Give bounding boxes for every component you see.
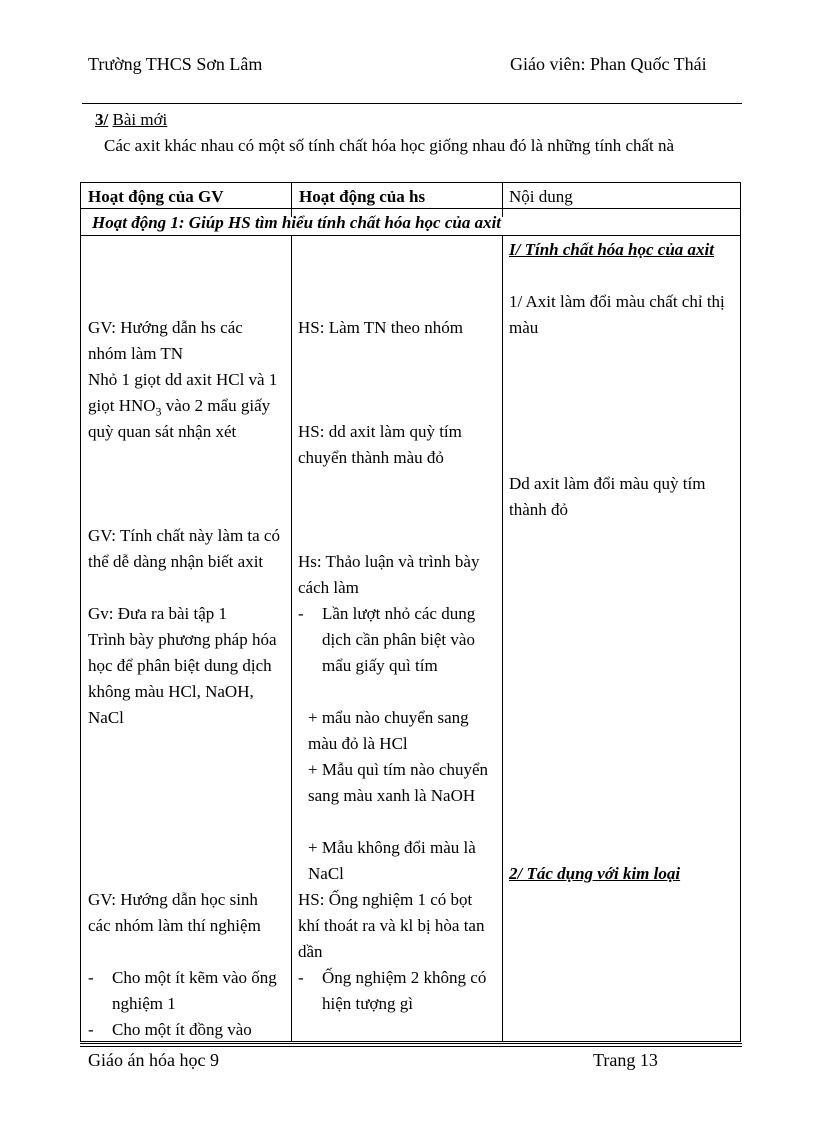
gv-note: GV: Tính chất này làm ta có thể dễ dàng nhận biết axit (88, 526, 280, 571)
section-heading (95, 110, 167, 130)
content-point-3: 2/ Tác dụng với kim loại (509, 864, 681, 883)
footer-divider-2 (80, 1046, 742, 1047)
hno3-subscript: 3 (155, 404, 162, 419)
content-point-1: 1/ Axit làm đổi màu chất chỉ thị màu (509, 292, 725, 337)
hs-response-1: HS: Làm TN theo nhóm (298, 318, 463, 337)
hs-step-list (298, 601, 498, 679)
footer-divider-1 (80, 1043, 742, 1044)
gv-step-1 (88, 965, 284, 1017)
section-number: 3/ (95, 110, 109, 129)
hs-step-text: Lần lượt nhỏ các dung dịch cần phân biệt vào mẩu giấy quì tím (322, 604, 476, 675)
gv-instruction-2-post: vào 2 mẩu giấy quỳ quan sát nhận xét (88, 396, 271, 441)
header-hs: Hoạt động của hs (299, 187, 426, 206)
gv-exercise-question: Trình bày phương pháp hóa học để phân biệt dung dịch không màu HCl, NaOH, NaCl (88, 630, 277, 727)
section-title: Bài mới (112, 110, 168, 129)
column-divider-1-body (291, 235, 292, 1041)
footer-subject: Giáo án hóa học 9 (88, 1050, 219, 1070)
dash: - (298, 604, 304, 623)
activity-title: Hoạt động 1: Giúp HS tìm hiểu tính chất hóa học của axit (92, 213, 502, 232)
teacher-name: Giáo viên: Phan Quốc Thái (510, 54, 707, 74)
dash: - (88, 968, 94, 987)
content-point-2: Dd axit làm đổi màu quỳ tím thành đỏ (509, 474, 706, 519)
header-content: Nội dung (509, 187, 573, 206)
content-heading: I/ Tính chất hóa học của axit (509, 240, 714, 259)
header-divider (82, 103, 742, 104)
hs-discussion: Hs: Thảo luận và trình bày cách làm (298, 552, 480, 597)
hs-observation-2 (298, 965, 498, 1017)
hs-observation-1: HS: Ống nghiệm 1 có bọt khí thoát ra và kl bị hòa tan dần (298, 890, 485, 961)
hs-observation-2-text: Ống nghiệm 2 không có hiện tượng gì (322, 968, 487, 1013)
column-divider-2-body (502, 235, 503, 1041)
column-divider-2 (502, 183, 503, 217)
gv-step-1-text: Cho một ít kẽm vào ống nghiệm 1 (112, 968, 277, 1013)
gv-instruction-2-pre: Nhỏ 1 giọt dd axit HCl và 1 giọt HNO (88, 370, 278, 415)
hs-result-naoh: + Mẫu quì tím nào chuyển sang màu xanh là NaOH (308, 760, 489, 805)
gv-instruction-2 (88, 367, 284, 445)
gv-step-2-text: Cho một ít đồng vào (112, 1020, 252, 1039)
gv-experiment-guide: GV: Hướng dẫn học sinh các nhóm làm thí nghiệm (88, 890, 261, 935)
school-name: Trường THCS Sơn Lâm (88, 54, 263, 74)
dash: - (88, 1020, 94, 1039)
gv-step-2 (88, 1017, 284, 1043)
gv-instruction-1: GV: Hướng dẫn hs các nhóm làm TN (88, 318, 243, 363)
page-number: Trang 13 (593, 1050, 658, 1070)
lesson-table (80, 182, 741, 1042)
header-gv: Hoạt động của GV (88, 187, 224, 206)
gv-exercise: Gv: Đưa ra bài tập 1 (88, 604, 228, 623)
dash: - (298, 968, 304, 987)
hs-result-hcl: + mẩu nào chuyển sang màu đỏ là HCl (308, 708, 469, 753)
hs-response-2: HS: dd axit làm quỳ tím chuyển thành màu đỏ (298, 422, 462, 467)
hs-result-nacl: + Mẫu không đổi màu là NaCl (308, 838, 476, 883)
intro-paragraph: Các axit khác nhau có một số tính chất hóa học giống nhau đó là những tính chất nà (104, 136, 675, 155)
